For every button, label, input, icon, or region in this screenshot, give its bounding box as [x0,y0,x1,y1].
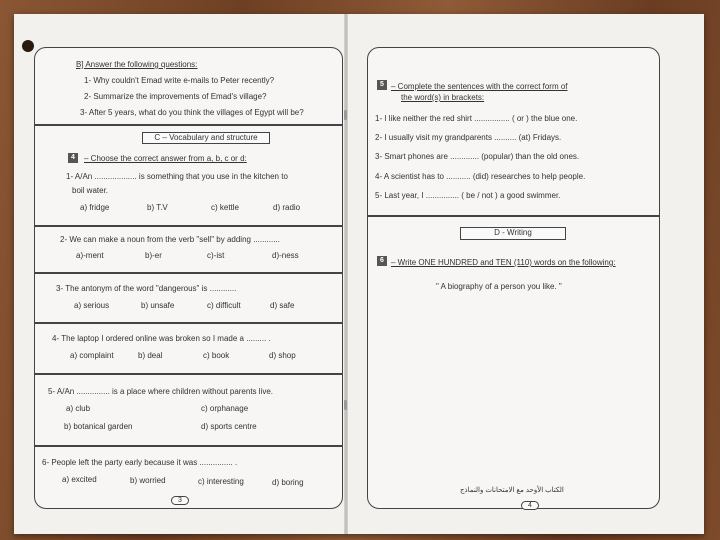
q4-item4-option-a: a) complaint [70,351,114,360]
divider [368,215,659,217]
q4-item6-stem: 6- People left the party early because it was ............... . [42,458,238,467]
q4-item2-option-a: a)-ment [76,251,104,260]
q4-item5-stem: 5- A/An ............... is a place where children without parents live. [48,387,273,396]
q4-item1-option-b: b) T.V [147,203,168,212]
question-b1: 1- Why couldn't Emad write e-mails to Peter recently? [84,76,275,85]
q5-item3: 3- Smart phones are ............. (popular) than the old ones. [375,152,580,161]
question-4-instruction: – Choose the correct answer from a, b, c or d: [84,154,247,163]
q4-item2-stem: 2- We can make a noun from the verb "sell" by adding ............ [60,235,280,244]
staple [344,110,347,120]
question-5-instruction-cont: the word(s) in brackets: [401,93,485,102]
q4-item1-stem-cont: boil water. [72,186,109,195]
q5-item2: 2- I usually visit my grandparents .......... (at) Fridays. [375,133,562,142]
q5-item4: 4- A scientist has to ........... (did) researches to help people. [375,172,586,181]
q5-item1: 1- I like neither the red shirt ................ ( or ) the blue one. [375,114,578,123]
question-4-number: 4 [68,153,78,163]
q4-item1-option-d: d) radio [273,203,301,212]
question-5-number: 5 [377,80,387,90]
section-c-heading: C – Vocabulary and structure [142,132,270,144]
q4-item5-option-a: a) club [66,404,91,413]
q4-item5-option-c: c) orphanage [201,404,249,413]
staple [344,400,347,410]
q4-item5-option-b: b) botanical garden [64,422,133,431]
section-b-heading: B] Answer the following questions: [76,60,198,69]
divider [35,225,342,227]
writing-topic: " A biography of a person you like. " [436,282,562,291]
q4-item1-option-c: c) kettle [211,203,240,212]
q5-item5: 5- Last year, I ............... ( be / not ) a good swimmer. [375,191,561,200]
q4-item4-option-c: c) book [203,351,230,360]
divider [35,272,342,274]
q4-item4-stem: 4- The laptop I ordered online was broken so I made a ......... . [52,334,271,343]
punch-hole [22,40,34,52]
q4-item6-option-b: b) worried [130,476,166,485]
q4-item2-option-c: c)-ist [207,251,225,260]
question-6-number: 6 [377,256,387,266]
left-page-number: 3 [171,496,189,505]
divider [35,124,342,126]
question-6-instruction: – Write ONE HUNDRED and TEN (110) words on the following: [391,258,616,267]
publisher-footer: الكتاب الأوحد مع الامتحانات والنماذج [460,487,564,494]
q4-item1-option-a: a) fridge [80,203,110,212]
q4-item3-option-b: b) unsafe [141,301,175,310]
question-b3: 3- After 5 years, what do you think the villages of Egypt will be? [80,108,304,117]
q4-item2-option-b: b)-er [145,251,162,260]
right-page-number: 4 [521,501,539,510]
q4-item3-option-a: a) serious [74,301,110,310]
booklet-spine [344,14,348,534]
q4-item3-option-c: c) difficult [207,301,241,310]
q4-item6-option-c: c) interesting [198,477,244,486]
q4-item3-option-d: d) safe [270,301,295,310]
question-5-instruction: – Complete the sentences with the correct form of [391,82,568,91]
question-b2: 2- Summarize the improvements of Emad's village? [84,92,267,101]
divider [35,445,342,447]
q4-item1-stem: 1- A/An ................... is something that you use in the kitchen to [66,172,288,181]
q4-item6-option-d: d) boring [272,478,304,487]
q4-item5-option-d: d) sports centre [201,422,257,431]
divider [35,373,342,375]
q4-item6-option-a: a) excited [62,475,97,484]
q4-item4-option-b: b) deal [138,351,163,360]
divider [35,322,342,324]
q4-item3-stem: 3- The antonym of the word "dangerous" is ............ [56,284,237,293]
section-d-heading: D - Writing [460,227,566,240]
q4-item2-option-d: d)-ness [272,251,299,260]
q4-item4-option-d: d) shop [269,351,296,360]
